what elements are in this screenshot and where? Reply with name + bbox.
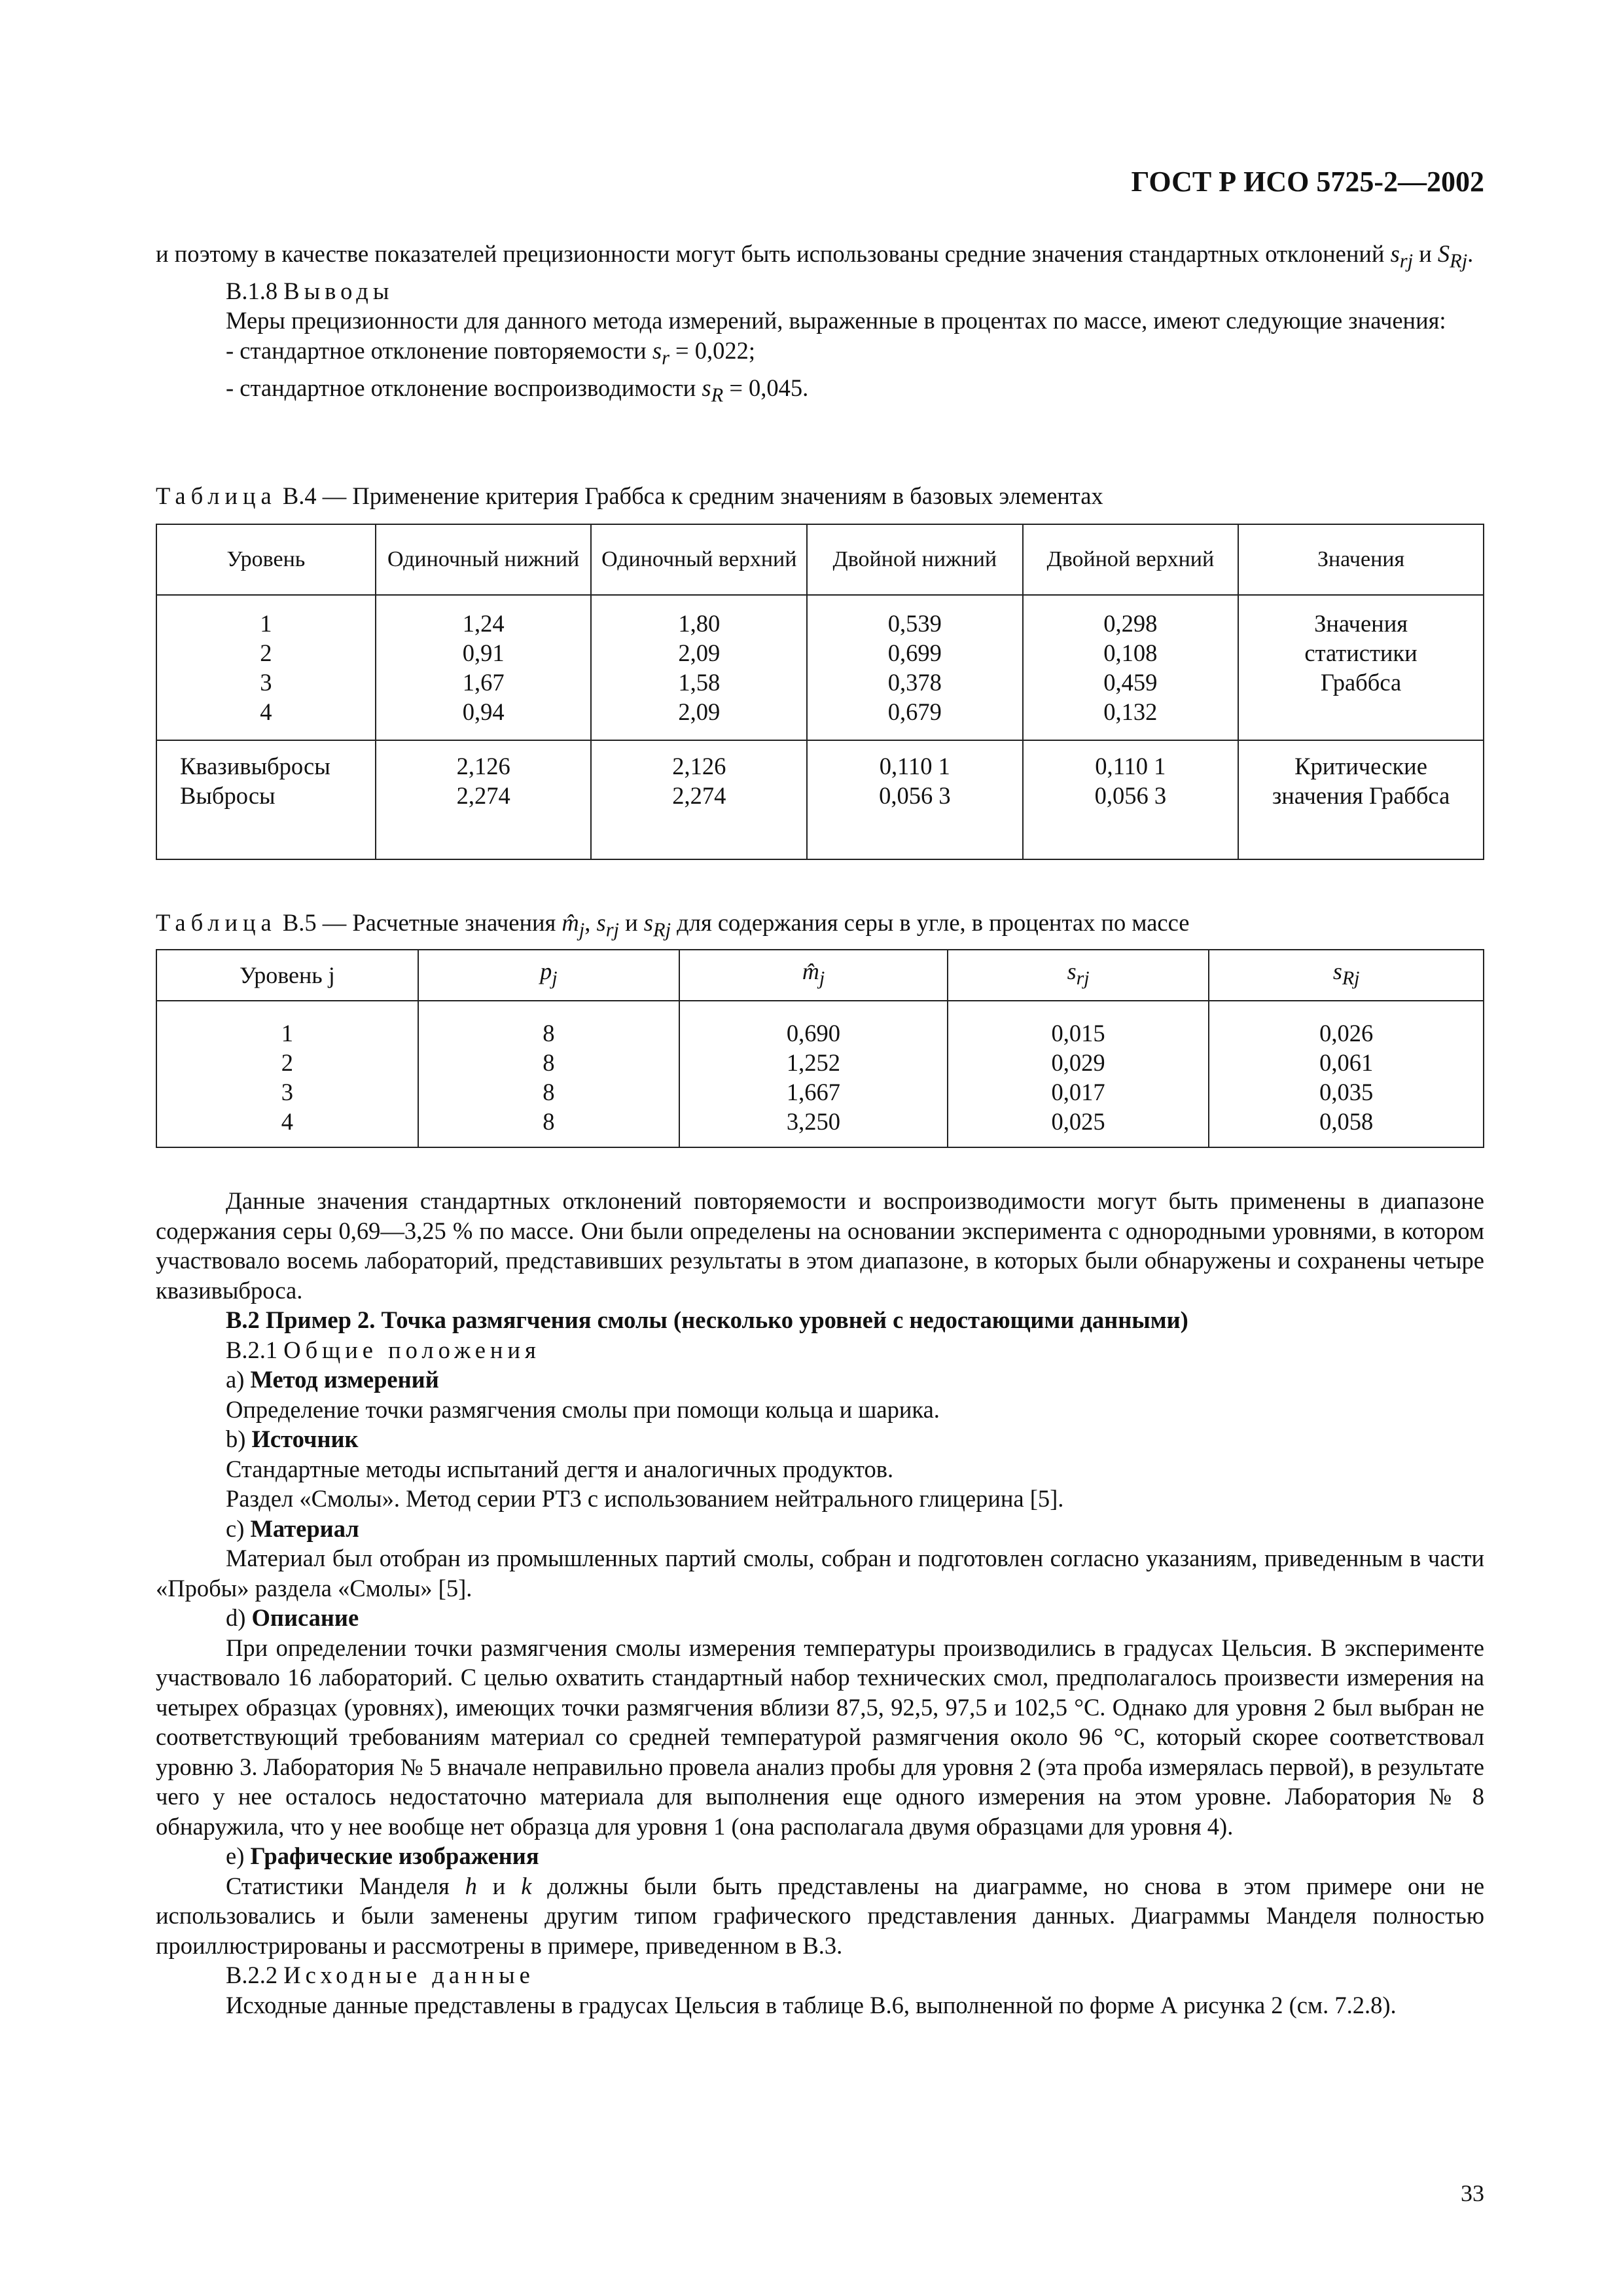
single-low-cell: 1,24 0,91 1,67 0,94 — [376, 595, 592, 740]
page-number: 33 — [1461, 2180, 1484, 2206]
item-d-heading: d) Описание — [226, 1604, 359, 1631]
document-header: ГОСТ Р ИСО 5725-2—2002 — [1131, 166, 1484, 198]
critical-names-cell: Квазивыбросы Выбросы — [156, 740, 376, 859]
critical-single-low-cell: 2,126 2,274 — [376, 740, 592, 859]
critical-label-cell: Критические значения Граббса — [1238, 740, 1484, 859]
values-label-cell: Значения статистики Граббса — [1238, 595, 1484, 740]
section-b21-heading: В.2.1 Общие положения — [226, 1336, 541, 1363]
body-section — [156, 1186, 1484, 2020]
srj-cell: 0,015 0,029 0,017 0,025 — [948, 1001, 1209, 1147]
repeatability-item: - стандартное отклонение повторяемости $s_r = 0,022$; — [226, 336, 756, 369]
levels-cell: 1 2 3 4 — [156, 595, 376, 740]
item-e-text: Статистики Манделя h и k должны были быть представлены на диаграмме, но снова в этом примере они не использовались и были заменены другим типом графического представления данных. Диаграммы Манделя полностью проиллюстрированы и рассмотрены в примере, приведенном в В.3. — [156, 1872, 1485, 1959]
section-b2-heading: В.2 Пример 2. Точка размягчения смолы (несколько уровней с недостающими данными) — [226, 1306, 1188, 1333]
levels-cell: 1 2 3 4 — [156, 1001, 418, 1147]
item-a-text: Определение точки размягчения смолы при помощи кольца и шарика. — [226, 1395, 940, 1423]
single-high-cell: 1,80 2,09 1,58 2,09 — [591, 595, 807, 740]
item-b-text2: Раздел «Смолы». Метод серии PT3 с использованием нейтрального глицерина [5]. — [226, 1485, 1064, 1512]
critical-double-high-cell: 0,110 1 0,056 3 — [1023, 740, 1239, 859]
section-b18-text: Меры прецизионности для данного метода измерений, выраженные в процентах по массе, имеют следующие значения: — [226, 307, 1446, 334]
table-header-cell: $m̂_j$ — [679, 950, 948, 1001]
table-header-cell: Одиночный верхний — [591, 524, 807, 595]
section-b22-text: Исходные данные представлены в градусах Цельсия в таблице В.6, выполненной по форме А рисунка 2 (см. 7.2.8). — [226, 1991, 1397, 2018]
item-b-text1: Стандартные методы испытаний дегтя и аналогичных продуктов. — [226, 1455, 894, 1482]
table-b4-caption: Таблица В.4 — Применение критерия Граббса к средним значениям в базовых элементах — [156, 482, 1103, 509]
table-header-cell: Двойной нижний — [807, 524, 1023, 595]
double-high-cell: 0,298 0,108 0,459 0,132 — [1023, 595, 1239, 740]
sRj-cell: 0,026 0,061 0,035 0,058 — [1209, 1001, 1484, 1147]
intro-paragraph: и поэтому в качестве показателей прецизионности могут быть использованы средние значения стандартных отклонений $s_{rj}$ и $S_{Rj}$. В.1.8 Выводы Меры прецизионности для данного метода измерений, выраженные в процентах по массе, имеют следующие значения: - стандартное отклонение повторяемости $s_r = 0,022$; - стандартное отклонение воспроизводимости $s_R = 0,045$. — [156, 239, 1484, 410]
item-b-heading: b) Источник — [226, 1426, 359, 1452]
table-header-cell: $s_{Rj}$ — [1209, 950, 1484, 1001]
table-b5-caption: Таблица В.5 — Расчетные значения $m̂_j$, $s_{rj}$ и $s_{Rj}$ для содержания серы в угле, в процентах по массе — [156, 909, 1190, 941]
section-b22-heading: В.2.2 Исходные данные — [226, 1962, 535, 1988]
section-b18-heading: В.1.8 Выводы — [226, 277, 394, 304]
table-b4-statistics-row — [156, 595, 1484, 740]
item-e-heading: e) Графические изображения — [226, 1842, 539, 1869]
item-a-heading: а) Метод измерений — [226, 1366, 439, 1393]
table-header-cell: Уровень — [156, 524, 376, 595]
table-header-cell: Значения — [1238, 524, 1484, 595]
item-c-heading: c) Материал — [226, 1515, 359, 1542]
table-header-cell: Уровень j — [156, 950, 418, 1001]
m-cell: 0,690 1,252 1,667 3,250 — [679, 1001, 948, 1147]
table-header-cell: Двойной верхний — [1023, 524, 1239, 595]
item-d-text: При определении точки размягчения смолы измерения температуры производились в градусах Цельсия. В эксперименте участвовало 16 лабораторий. С целью охватить стандартный набор технических смол, предполагалось произвести измерения на четырех образцах (уровнях), имеющих точки размягчения вблизи 87,5, 92,5, 97,5 и 102,5 °C. Однако для уровня 2 был выбран не соответствующий требованиям материал со средней температурой размягчения около 96 °C, который скорее соответствовал уровню 3. Лаборатория № 5 вначале неправильно провела анализ пробы для уровня 2 (эта проба измерялась первой), в результате чего у нее осталось недостаточно материала для выполнения еще одного измерения на этом уровне. Лаборатория № 8 обнаружила, что у нее вообще нет образца для уровня 1 (она располагала двумя образцами для уровня 4). — [156, 1634, 1484, 1840]
table-b4 — [156, 524, 1484, 860]
table-header-cell: $p_j$ — [418, 950, 680, 1001]
paragraph-after-tables: Данные значения стандартных отклонений повторяемости и воспроизводимости могут быть применены в диапазоне содержания серы 0,69—3,25 % по массе. Они были определены на основании эксперимента с однородными уровнями, в котором участвовало восемь лабораторий, представивших результаты в этом диапазоне, в которых были обнаружены и сохранены четыре квазивыброса. — [156, 1187, 1484, 1304]
critical-double-low-cell: 0,110 1 0,056 3 — [807, 740, 1023, 859]
table-b4-header-row — [156, 524, 1484, 595]
reproducibility-item: - стандартное отклонение воспроизводимости $s_R = 0,045$. — [226, 374, 809, 406]
table-header-cell: Одиночный нижний — [376, 524, 592, 595]
table-b4-critical-row — [156, 740, 1484, 859]
critical-single-high-cell: 2,126 2,274 — [591, 740, 807, 859]
table-b5-header-row — [156, 950, 1484, 1001]
p-cell: 8 8 8 8 — [418, 1001, 680, 1147]
table-header-cell: $s_{rj}$ — [948, 950, 1209, 1001]
double-low-cell: 0,539 0,699 0,378 0,679 — [807, 595, 1023, 740]
table-b5 — [156, 949, 1484, 1148]
item-c-text: Материал был отобран из промышленных партий смолы, собран и подготовлен согласно указаниям, приведенным в части «Пробы» раздела «Смолы» [5]. — [156, 1545, 1484, 1602]
table-b5-data-row — [156, 1001, 1484, 1147]
